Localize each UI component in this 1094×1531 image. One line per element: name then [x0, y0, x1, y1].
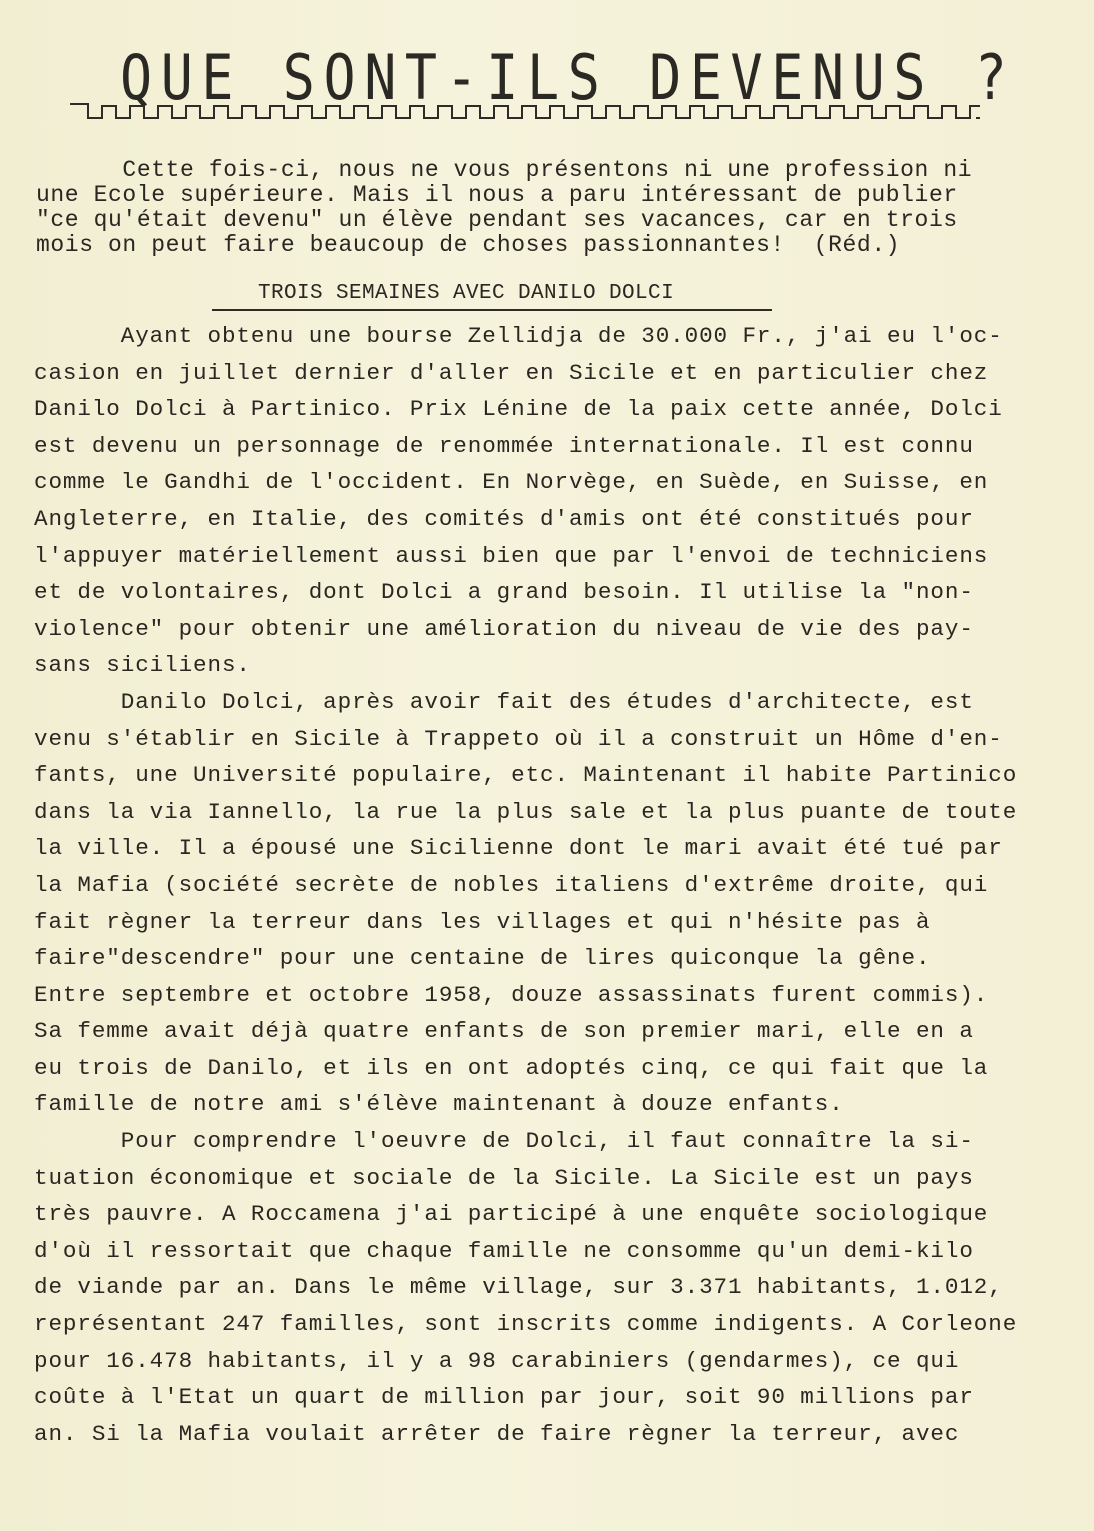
body-line: casion en juillet dernier d'aller en Sicile et en particulier chez: [34, 359, 989, 386]
body-line: tuation économique et sociale de la Sicile. La Sicile est un pays: [34, 1164, 974, 1191]
body-line: et de volontaires, dont Dolci a grand besoin. Il utilise la "non-: [34, 579, 974, 606]
article-heading: TROIS SEMAINES AVEC DANILO DOLCI: [258, 282, 675, 305]
body-line: famille de notre ami s'élève maintenant à douze enfants.: [34, 1091, 844, 1118]
body-line: faire"descendre" pour une centaine de lires quiconque la gêne.: [34, 945, 931, 972]
body-line: de viande par an. Dans le même village, sur 3.371 habitants, 1.012,: [34, 1274, 1003, 1301]
body-line: Entre septembre et octobre 1958, douze assassinats furent commis).: [34, 981, 989, 1008]
editorial-intro: [36, 158, 1036, 258]
intro-line: mois on peut faire beaucoup de choses passionnantes! (Réd.): [36, 232, 901, 258]
body-line: Sa femme avait déjà quatre enfants de son premier mari, elle en a: [34, 1018, 974, 1045]
intro-line: "ce qu'était devenu" un élève pendant ses vacances, car en trois: [36, 207, 958, 233]
body-line: très pauvre. A Roccamena j'ai participé à une enquête sociologique: [34, 1201, 989, 1228]
body-line: l'appuyer matériellement aussi bien que par l'envoi de techniciens: [34, 542, 989, 569]
body-line: an. Si la Mafia voulait arrêter de faire règner la terreur, avec: [34, 1420, 960, 1447]
article-heading-underline: [212, 309, 772, 311]
body-line: pour 16.478 habitants, il y a 98 carabiniers (gendarmes), ce qui: [34, 1347, 960, 1374]
body-line: fants, une Université populaire, etc. Maintenant il habite Partinico: [34, 762, 1018, 789]
body-line: est devenu un personnage de renommée internationale. Il est connu: [34, 432, 974, 459]
body-line: comme le Gandhi de l'occident. En Norvège, en Suède, en Suisse, en: [34, 469, 989, 496]
body-line: Angleterre, en Italie, des comités d'amis ont été constitués pour: [34, 505, 974, 532]
body-line: Pour comprendre l'oeuvre de Dolci, il faut connaître la si-: [34, 1128, 974, 1155]
body-line: la ville. Il a épousé une Sicilienne dont le mari avait été tué par: [34, 835, 1003, 862]
article-body: [34, 318, 1044, 1452]
body-line: Ayant obtenu une bourse Zellidja de 30.000 Fr., j'ai eu l'oc-: [34, 323, 1003, 349]
body-line: la Mafia (société secrète de nobles italiens d'extrême droite, qui: [34, 871, 989, 898]
body-line: Danilo Dolci, après avoir fait des études d'architecte, est: [34, 688, 974, 715]
body-line: eu trois de Danilo, et ils en ont adoptés cinq, ce qui fait que la: [34, 1054, 989, 1081]
body-line: violence" pour obtenir une amélioration du niveau de vie des pay-: [34, 615, 974, 642]
body-line: d'où il ressortait que chaque famille ne consomme qu'un demi-kilo: [34, 1237, 974, 1264]
page-title: QUE SONT-ILS DEVENUS ?: [120, 41, 1016, 114]
intro-line: une Ecole supérieure. Mais il nous a paru intéressant de publier: [36, 182, 958, 208]
title-underline-ornament: [68, 98, 980, 126]
body-line: sans siciliens.: [34, 652, 251, 679]
body-line: dans la via Iannello, la rue la plus sale et la plus puante de toute: [34, 798, 1018, 825]
body-line: fait règner la terreur dans les villages et qui n'hésite pas à: [34, 908, 931, 935]
intro-line: Cette fois-ci, nous ne vous présentons ni une profession ni: [36, 157, 973, 183]
body-line: venu s'établir en Sicile à Trappeto où il a construit un Hôme d'en-: [34, 725, 1003, 752]
body-line: Danilo Dolci à Partinico. Prix Lénine de la paix cette année, Dolci: [34, 396, 1003, 423]
body-line: coûte à l'Etat un quart de million par jour, soit 90 millions par: [34, 1384, 974, 1411]
body-line: représentant 247 familles, sont inscrits comme indigents. A Corleone: [34, 1311, 1018, 1338]
